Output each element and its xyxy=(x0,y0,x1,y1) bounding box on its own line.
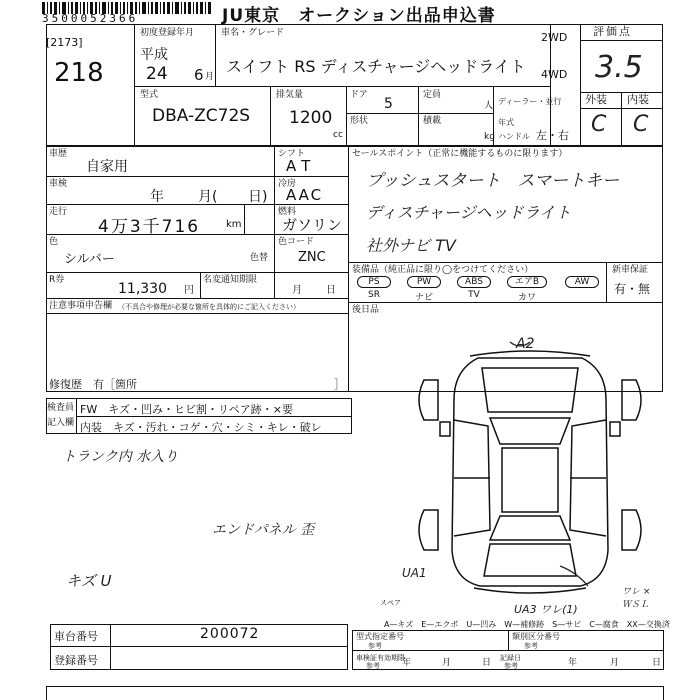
cert-month: 月 xyxy=(442,658,452,668)
mark-a2[interactable]: A2 xyxy=(516,336,535,352)
displacement-label: 排気量 xyxy=(276,90,304,100)
year-label: 年式 xyxy=(498,118,514,127)
inspector-label-2: 記入欄 xyxy=(47,418,75,428)
reg-month: 6 xyxy=(194,66,204,84)
mileage-label: 走行 xyxy=(49,207,68,217)
recycle-label: R券 xyxy=(49,275,65,285)
drive-2wd[interactable]: 2WD xyxy=(541,31,568,44)
car-windshield xyxy=(490,418,570,444)
mark-crack-ws[interactable]: ワレ ×ＷＳＬ xyxy=(622,587,651,610)
car-diagram[interactable] xyxy=(410,340,650,600)
load-unit: kg xyxy=(484,132,495,142)
repair-close: ］ xyxy=(334,378,345,391)
car-left-rear-fender xyxy=(419,510,438,550)
load-label: 積載 xyxy=(423,116,442,126)
aircon-value: AAC xyxy=(286,186,324,204)
cert-class-label: 類別区分番号 xyxy=(512,632,560,641)
history-label: 車歴 xyxy=(49,149,68,159)
era: 平成 xyxy=(140,47,168,63)
displacement-value: 1200 xyxy=(289,108,333,128)
equip-airbag[interactable]: エアB xyxy=(507,276,547,288)
displacement-unit: cc xyxy=(333,130,343,140)
cert-type-label: 型式指定番号 xyxy=(356,632,404,641)
sales-point-3: 社外ナビ TV xyxy=(366,236,456,255)
handle-label: ハンドル xyxy=(498,132,530,141)
recycle-unit: 円 xyxy=(184,285,194,296)
dealer-label[interactable]: ディーラー・並行 xyxy=(498,97,562,106)
cert-record-ref: 参考 xyxy=(504,662,518,670)
name-change-month: 月 xyxy=(292,285,302,296)
shift-label: シフト xyxy=(278,149,306,159)
damage-legend: A—キズ E—エクボ U—凹み W—補修跡 S—サビ C—腐食 XX—交換済 xyxy=(384,620,670,629)
history-value: 自家用 xyxy=(86,159,128,175)
note-trunk-water: トランク内 水入り xyxy=(62,449,179,465)
fuel-label: 燃料 xyxy=(278,207,297,217)
doors-label: ドア xyxy=(350,90,368,100)
name-change-label: 名変通知期限 xyxy=(203,275,258,285)
equip-tv[interactable]: TV xyxy=(468,290,480,300)
car-right-mirror xyxy=(610,422,620,436)
chassis-number: 200072 xyxy=(200,626,260,642)
score-label: 評価点 xyxy=(593,25,632,38)
exterior-score[interactable]: C xyxy=(591,112,607,137)
top-frame xyxy=(46,24,663,146)
car-rear-bumper xyxy=(474,588,586,593)
notes-sublabel: （不具合や修理が必要な箇所を具体的にご記入ください） xyxy=(118,303,300,311)
reg-year: 24 xyxy=(146,64,168,84)
inspector-row-1: FW キズ・凹み・ヒビ割・リペア跡・×要 xyxy=(80,403,293,416)
color-code-value: ZNC xyxy=(298,250,326,265)
mark-ua1[interactable]: UA1 xyxy=(402,566,427,580)
interior-label: 内装 xyxy=(627,93,649,106)
sales-point-1: プッシュスタート スマートキー xyxy=(366,171,620,191)
name-change-day: 日 xyxy=(326,285,336,296)
equip-leather[interactable]: カワ xyxy=(517,293,536,303)
recycle-value: 11,330 xyxy=(118,281,167,297)
footer-frame xyxy=(46,686,664,700)
first-reg-label: 初度登録年月 xyxy=(140,28,195,38)
aircon-label: 冷房 xyxy=(278,179,297,189)
equip-ps[interactable]: PS xyxy=(357,276,391,288)
note-end-panel: エンドパネル 歪 xyxy=(212,522,315,538)
notes-label: 注意事項申告欄 xyxy=(49,301,113,311)
capacity-unit: 人 xyxy=(484,101,494,111)
equipment-label: 装備品（純正品に限り◯をつけてください） xyxy=(352,265,534,275)
barcode-number: 3500052366 xyxy=(42,12,139,25)
chassis-label: 車台番号 xyxy=(54,630,98,643)
fuel-value: ガソリン xyxy=(282,216,343,234)
reg-number-label: 登録番号 xyxy=(54,654,98,667)
form-title: JU東京 オークション出品申込書 xyxy=(222,6,496,26)
lot-code: [2173] xyxy=(46,36,83,49)
color-change-label: 色替 xyxy=(250,253,269,263)
spare-label: スペア xyxy=(380,599,401,607)
new-car-warranty-value[interactable]: 有・無 xyxy=(614,282,651,296)
car-rear-window xyxy=(490,516,570,540)
note-scratch: キズ U xyxy=(66,572,112,590)
shape-label: 形状 xyxy=(350,116,369,126)
after-parts-label: 後日品 xyxy=(352,305,380,315)
capacity-label: 定員 xyxy=(423,90,442,100)
car-left-front-fender xyxy=(419,380,438,420)
interior-score[interactable]: C xyxy=(633,112,649,137)
color-code-label: 色コード xyxy=(278,237,315,247)
car-right-front-fender xyxy=(622,380,641,420)
cert-record-year: 年 xyxy=(568,658,578,668)
new-car-warranty-label: 新車保証 xyxy=(612,265,649,275)
equip-pw[interactable]: PW xyxy=(407,276,441,288)
equip-sr[interactable]: SR xyxy=(368,290,380,300)
doors-value: 5 xyxy=(384,96,393,112)
cert-type-ref: 参考 xyxy=(368,642,382,650)
color-value: シルバー xyxy=(64,252,115,267)
equip-navi[interactable]: ナビ xyxy=(414,293,433,303)
car-hood xyxy=(482,368,578,412)
equip-abs[interactable]: ABS xyxy=(457,276,491,288)
model-value: DBA-ZC72S xyxy=(152,106,251,126)
car-left-mirror xyxy=(440,422,450,436)
car-roof xyxy=(502,448,558,512)
cert-record-label: 記録日 xyxy=(500,654,521,662)
mileage-value: 4万3千716 xyxy=(98,217,201,237)
inspection-year-unit: 年 xyxy=(150,189,164,205)
mark-ua3[interactable]: UA3 ワレ(1) xyxy=(514,603,578,616)
inspector-row-2: 内装 キズ・汚れ・コゲ・穴・シミ・キレ・破レ xyxy=(80,421,322,434)
car-name: スイフト RS ディスチャージヘッドライト xyxy=(226,57,526,76)
mileage-unit: km xyxy=(226,219,242,230)
cert-record-day: 日 xyxy=(652,658,662,668)
cert-record-month: 月 xyxy=(610,658,620,668)
exterior-label: 外装 xyxy=(585,93,607,106)
drive-4wd[interactable]: 4WD xyxy=(541,68,568,81)
repair-label: 修復歴 有［箇所 xyxy=(49,378,137,391)
cert-class-ref: 参考 xyxy=(524,642,538,650)
color-label: 色 xyxy=(49,237,59,247)
cert-expiry-label: 車検証有効期限 xyxy=(356,654,405,662)
shift-value: AT xyxy=(286,157,317,175)
car-right-rear-fender xyxy=(622,510,641,550)
equip-aw[interactable]: AW xyxy=(565,276,599,288)
handle-value[interactable]: 左・右 xyxy=(536,129,569,142)
car-body-outline xyxy=(452,358,608,586)
sales-point-2: ディスチャージヘッドライト xyxy=(366,203,572,222)
inspector-label-1: 検査員 xyxy=(47,403,75,413)
lot-number: 218 xyxy=(54,58,104,88)
car-trunk xyxy=(484,544,576,576)
inspection-month-unit: 月( xyxy=(198,189,218,205)
inspection-label: 車検 xyxy=(49,179,68,189)
car-name-label: 車名・グレード xyxy=(221,28,285,38)
score-value[interactable]: 3.5 xyxy=(595,50,643,85)
cert-year: 年 xyxy=(402,658,412,668)
inspection-day-unit: 日) xyxy=(248,189,268,205)
model-label: 型式 xyxy=(140,90,159,100)
sales-points-label: セールスポイント（正常に機能するものに限ります） xyxy=(352,149,568,159)
reg-month-unit: 月 xyxy=(205,72,215,82)
cert-expiry-ref: 参考 xyxy=(366,662,380,670)
cert-day: 日 xyxy=(482,658,492,668)
